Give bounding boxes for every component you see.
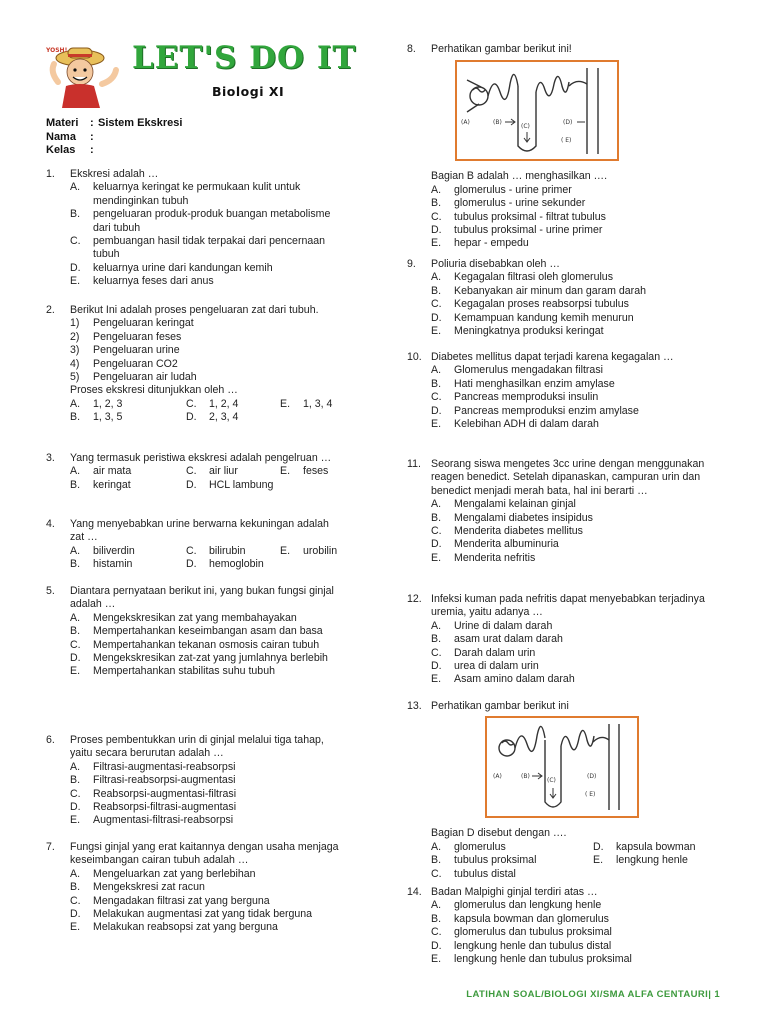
option-letter: B.	[431, 854, 442, 867]
option-row	[407, 868, 717, 881]
page-title: LET'S DO IT	[132, 40, 357, 76]
nephron-diagram	[457, 62, 617, 159]
option-letter: A.	[70, 544, 81, 557]
option-letter: C.	[70, 638, 81, 651]
item-text: Pengeluaran feses	[93, 330, 182, 343]
option-row	[46, 558, 346, 571]
item-text: Pengeluaran keringat	[93, 317, 194, 330]
option	[46, 665, 346, 678]
option-text: lengkung henle dan tubulus distal	[454, 939, 612, 952]
question-text: Poliuria disebabkan oleh …	[431, 258, 560, 270]
meta-row-kelas	[46, 144, 182, 158]
option-letter: A.	[431, 498, 442, 511]
mascot-badge: YOSH!	[46, 47, 68, 54]
option-letter: C.	[186, 465, 197, 478]
option-text: feses	[303, 465, 329, 478]
option-letter: E.	[70, 665, 81, 678]
list-item	[46, 317, 346, 330]
question-number: 12.	[407, 593, 422, 605]
option-text: Mempertahankan tekanan osmosis cairan tubuh	[93, 638, 320, 651]
option	[46, 788, 346, 801]
option-text: keluarnya keringat ke permukaan kulit untuk mendinginkan tubuh	[93, 181, 301, 207]
option	[407, 538, 717, 551]
option	[407, 405, 717, 418]
option	[46, 612, 346, 625]
option-letter: E.	[593, 854, 604, 867]
item-text: Pengeluaran urine	[93, 344, 180, 357]
option	[407, 418, 717, 431]
option-text: pembuangan hasil tidak terpakai dari pencernaan tubuh	[93, 235, 326, 261]
option-letter: D.	[431, 939, 442, 952]
option	[46, 208, 346, 235]
option-row	[46, 465, 346, 478]
option	[407, 211, 717, 224]
option-text: pengeluaran produk-produk buangan metabolisme dari tubuh	[93, 208, 331, 234]
nephron-figure	[485, 716, 639, 818]
question-number: 7.	[46, 841, 55, 853]
question-11	[407, 458, 717, 565]
question-8	[407, 43, 717, 251]
option-letter: C.	[431, 646, 442, 659]
option-text: kapsula bowman	[616, 840, 696, 853]
option	[46, 921, 346, 934]
option	[407, 953, 717, 966]
page-subtitle: Biologi XI	[212, 84, 285, 99]
question-number: 8.	[407, 43, 416, 55]
list-item	[46, 344, 346, 357]
option-text: lengkung henle dan tubulus proksimal	[454, 953, 632, 966]
item-number: 2)	[70, 330, 80, 343]
question-number: 1.	[46, 168, 55, 180]
option-letter: A.	[431, 183, 442, 196]
question-text: Infeksi kuman pada nefritis dapat menyebabkan terjadinya uremia, yaitu adanya …	[431, 593, 705, 619]
option-text: Mengeluarkan zat yang berlebihan	[93, 867, 256, 880]
meta-colon: :	[90, 117, 94, 129]
item-text: Pengeluaran air ludah	[93, 371, 197, 384]
option-letter: C.	[431, 867, 442, 880]
option-text: lengkung henle	[616, 854, 688, 867]
option-text: Mengekskresikan zat yang membahayakan	[93, 611, 297, 624]
option-row	[407, 854, 717, 867]
figure-label-e: ( E)	[561, 137, 572, 145]
option-text: bilirubin	[209, 544, 246, 557]
option-text: 1, 3, 5	[93, 411, 123, 424]
option-text: tubulus proksimal	[454, 854, 537, 867]
question-5	[46, 585, 346, 679]
option-text: Pancreas memproduksi insulin	[454, 391, 599, 404]
option-text: Mempertahankan stabilitas suhu tubuh	[93, 665, 275, 678]
option-letter: E.	[431, 551, 442, 564]
option-letter: B.	[431, 197, 442, 210]
meta-colon: :	[90, 130, 94, 143]
option-text: air liur	[209, 465, 238, 478]
option-letter: A.	[70, 397, 81, 410]
question-4	[46, 518, 346, 572]
option	[46, 761, 346, 774]
option-letter: E.	[70, 275, 81, 288]
figure-label-a: (A)	[493, 773, 502, 781]
page-footer	[466, 989, 720, 1000]
question-number: 2.	[46, 304, 55, 316]
option-text: urea di dalam urin	[454, 660, 539, 673]
option-row	[46, 479, 346, 492]
option-letter: E.	[70, 921, 81, 934]
question-9	[407, 258, 717, 338]
question-number: 10.	[407, 351, 422, 363]
option-letter: D.	[70, 908, 81, 921]
question-number: 11.	[407, 458, 421, 470]
option-letter: B.	[431, 377, 442, 390]
option	[407, 620, 717, 633]
figure-label-d: (D)	[563, 119, 573, 127]
option	[407, 940, 717, 953]
option-letter: A.	[431, 840, 442, 853]
question-2	[46, 304, 346, 425]
option	[407, 673, 717, 686]
option	[407, 378, 717, 391]
option	[407, 237, 717, 250]
question-prompt	[407, 827, 717, 840]
option-text: Melakukan augmentasi zat yang tidak berguna	[93, 908, 313, 921]
option-text: Glomerulus mengadakan filtrasi	[454, 364, 603, 377]
option	[407, 312, 717, 325]
question-number: 13.	[407, 700, 422, 712]
meta-block	[46, 117, 182, 158]
option-text: Urine di dalam darah	[454, 619, 553, 632]
option	[46, 908, 346, 921]
question-number: 3.	[46, 452, 55, 464]
option	[46, 652, 346, 665]
option-text: 1, 2, 3	[93, 397, 123, 410]
option-letter: B.	[70, 478, 81, 491]
option	[46, 262, 346, 275]
option-letter: D.	[70, 801, 81, 814]
option	[46, 235, 346, 262]
option-letter: B.	[70, 558, 81, 571]
option-row	[46, 545, 346, 558]
question-text: Yang menyebabkan urine berwarna kekuningan adalah zat …	[70, 518, 329, 544]
question-text: Perhatikan gambar berikut ini	[431, 700, 569, 712]
option-text: tubulus distal	[454, 867, 516, 880]
option-letter: B.	[70, 208, 81, 221]
option-text: 2, 3, 4	[209, 411, 239, 424]
option-text: Augmentasi-filtrasi-reabsorpsi	[93, 814, 234, 827]
question-text: Diantara pernyataan berikut ini, yang bukan fungsi ginjal adalah …	[70, 585, 334, 611]
option-letter: A.	[431, 364, 442, 377]
option-text: Filtrasi-augmentasi-reabsorpsi	[93, 760, 236, 773]
option-letter: D.	[186, 411, 197, 424]
question-text: Berikut Ini adalah proses pengeluaran zat dari tubuh.	[70, 304, 319, 316]
option-letter: D.	[70, 652, 81, 665]
meta-colon: :	[90, 144, 94, 156]
option-letter: D.	[431, 404, 442, 417]
option	[407, 899, 717, 912]
option-letter: C.	[431, 391, 442, 404]
option	[407, 913, 717, 926]
list-item	[46, 331, 346, 344]
option-text: HCL lambung	[209, 478, 274, 491]
option-text: histamin	[93, 558, 133, 571]
option-text: Menderita diabetes mellitus	[454, 525, 583, 538]
option-letter: B.	[70, 411, 81, 424]
question-13	[407, 700, 717, 881]
question-1	[46, 168, 346, 289]
option-letter: A.	[70, 867, 81, 880]
option-text: Pancreas memproduksi enzim amylase	[454, 404, 639, 417]
figure-label-c: (C)	[547, 777, 556, 785]
option-letter: A.	[70, 760, 81, 773]
option-letter: E.	[70, 814, 81, 827]
option	[407, 525, 717, 538]
option	[46, 801, 346, 814]
option	[407, 224, 717, 237]
option-letter: C.	[186, 544, 197, 557]
option-text: 1, 2, 4	[209, 397, 239, 410]
option-letter: E.	[280, 465, 291, 478]
figure-label-e: ( E)	[585, 791, 596, 799]
figure-label-c: (C)	[521, 123, 530, 131]
option	[46, 275, 346, 288]
option-row	[46, 411, 346, 424]
option-text: hepar - empedu	[454, 237, 529, 250]
option-text: Mengekskresi zat racun	[93, 881, 205, 894]
option-letter: B.	[70, 881, 81, 894]
option	[407, 498, 717, 511]
option-letter: D.	[431, 311, 442, 324]
nephron-figure	[455, 60, 619, 161]
option-letter: D.	[593, 840, 604, 853]
option	[407, 325, 717, 338]
meta-key: Kelas	[46, 144, 76, 156]
list-item	[46, 358, 346, 371]
option-text: Mempertahankan keseimbangan asam dan basa	[93, 625, 323, 638]
option-text: Melakukan reabsopsi zat yang berguna	[93, 921, 278, 934]
option-letter: A.	[431, 619, 442, 632]
list-item	[46, 371, 346, 384]
option-text: Kemampuan kandung kemih menurun	[454, 311, 634, 324]
option-text: Filtrasi-reabsorpsi-augmentasi	[93, 774, 236, 787]
option-letter: D.	[431, 660, 442, 673]
option	[407, 512, 717, 525]
option-text: keringat	[93, 478, 131, 491]
option-text: glomerulus dan lengkung henle	[454, 899, 602, 912]
prompt-text: Bagian D disebut dengan ….	[431, 827, 567, 840]
option-text: Mengadakan filtrasi zat yang berguna	[93, 894, 270, 907]
option-text: Mengalami diabetes insipidus	[454, 511, 593, 524]
meta-value: Sistem Ekskresi	[98, 117, 183, 129]
question-text: Yang termasuk peristiwa ekskresi adalah pengelruan …	[70, 452, 332, 464]
option-text: keluarnya urine dari kandungan kemih	[93, 261, 273, 274]
option-letter: B.	[431, 633, 442, 646]
option-letter: B.	[431, 284, 442, 297]
option-letter: E.	[431, 953, 442, 966]
option-text: kapsula bowman dan glomerulus	[454, 912, 609, 925]
nephron-diagram	[487, 718, 637, 816]
figure-label-d: (D)	[587, 773, 597, 781]
option-letter: D.	[431, 538, 442, 551]
prompt-text: Bagian B adalah … menghasilkan ….	[431, 170, 608, 183]
option-letter: B.	[431, 912, 442, 925]
figure-label-a: (A)	[461, 119, 470, 127]
option-letter: C.	[70, 894, 81, 907]
option	[46, 814, 346, 827]
option	[407, 298, 717, 311]
question-text: Perhatikan gambar berikut ini!	[431, 43, 572, 55]
option-letter: E.	[280, 397, 291, 410]
option-text: keluarnya feses dari anus	[93, 275, 214, 288]
option-text: Darah dalam urin	[454, 646, 536, 659]
option-text: Kegagalan proses reabsorpsi tubulus	[454, 298, 629, 311]
option-letter: E.	[431, 325, 442, 338]
question-number: 4.	[46, 518, 55, 530]
question-number: 6.	[46, 734, 55, 746]
option-letter: C.	[431, 926, 442, 939]
meta-row-materi	[46, 117, 182, 131]
option-letter: E.	[280, 544, 291, 557]
option-letter: D.	[186, 558, 197, 571]
option	[46, 639, 346, 652]
option-letter: C.	[70, 235, 81, 248]
option-letter: D.	[70, 261, 81, 274]
question-text: Badan Malpighi ginjal terdiri atas …	[431, 886, 598, 898]
option-letter: A.	[431, 271, 442, 284]
question-number: 9.	[407, 258, 416, 270]
option-text: Asam amino dalam darah	[454, 673, 575, 686]
question-7	[46, 841, 346, 935]
meta-key: Nama	[46, 130, 76, 143]
question-text: Ekskresi adalah …	[70, 168, 159, 180]
option	[407, 660, 717, 673]
question-text: Seorang siswa mengetes 3cc urine dengan menggunakan reagen benedict. Setelah dipanaskan, campuran urin dan benedict menjadi merah bata, hal ini berarti …	[431, 458, 705, 497]
option	[46, 895, 346, 908]
option-text: tubulus proksimal - urine primer	[454, 224, 603, 237]
question-3	[46, 452, 346, 492]
option-text: Kelebihan ADH di dalam darah	[454, 418, 599, 431]
question-text: Proses pembentukkan urin di ginjal melalui tiga tahap, yaitu secara berurutan adalah …	[70, 734, 324, 760]
option-text: tubulus proksimal - filtrat tubulus	[454, 210, 606, 223]
option	[407, 184, 717, 197]
option-letter: C.	[431, 298, 442, 311]
option-letter: E.	[431, 418, 442, 431]
option-text: air mata	[93, 465, 132, 478]
option	[407, 926, 717, 939]
item-number: 5)	[70, 371, 80, 384]
item-number: 3)	[70, 344, 80, 357]
option-row	[407, 841, 717, 854]
figure-label-b: (B)	[493, 119, 502, 127]
option-text: Kebanyakan air minum dan garam darah	[454, 284, 646, 297]
question-number: 5.	[46, 585, 55, 597]
question-number: 14.	[407, 886, 422, 898]
option-letter: C.	[431, 210, 442, 223]
question-prompt	[407, 170, 717, 183]
option-text: glomerulus - urine sekunder	[454, 197, 586, 210]
item-text: Pengeluaran CO2	[93, 357, 178, 370]
option-letter: C.	[70, 787, 81, 800]
option	[407, 552, 717, 565]
option	[46, 881, 346, 894]
option-text: Kegagalan filtrasi oleh glomerulus	[454, 271, 613, 284]
option-letter: E.	[431, 673, 442, 686]
meta-row-nama	[46, 131, 182, 145]
option-text: Meningkatnya produksi keringat	[454, 325, 604, 338]
option-text: biliverdin	[93, 544, 135, 557]
option-letter: B.	[70, 625, 81, 638]
option	[407, 391, 717, 404]
option	[407, 633, 717, 646]
option-text: 1, 3, 4	[303, 397, 333, 410]
option-text: glomerulus dan tubulus proksimal	[454, 926, 612, 939]
option	[407, 285, 717, 298]
option	[46, 868, 346, 881]
item-number: 1)	[70, 317, 80, 330]
option-text: glomerulus - urine primer	[454, 183, 572, 196]
option-letter: B.	[431, 511, 442, 524]
option-text: glomerulus	[454, 840, 506, 853]
option	[407, 271, 717, 284]
option	[46, 774, 346, 787]
option-letter: A.	[70, 465, 81, 478]
option-letter: D.	[431, 224, 442, 237]
option-letter: C.	[431, 525, 442, 538]
question-12	[407, 593, 717, 687]
option-text: hemoglobin	[209, 558, 264, 571]
meta-key: Materi	[46, 117, 79, 129]
option-letter: A.	[70, 611, 81, 624]
option-letter: E.	[431, 237, 442, 250]
option-text: Hati menghasilkan enzim amylase	[454, 377, 615, 390]
option-row	[46, 398, 346, 411]
question-10	[407, 351, 717, 431]
question-text: Fungsi ginjal yang erat kaitannya dengan usaha menjaga keseimbangan cairan tubuh adalah …	[70, 841, 339, 867]
option	[46, 181, 346, 208]
option-text: Mengekskresikan zat-zat yang jumlahnya berlebih	[93, 652, 328, 665]
option	[46, 625, 346, 638]
option-text: Reabsorpsi-filtrasi-augmentasi	[93, 801, 237, 814]
page-number: 1	[714, 989, 720, 1000]
footer-text: LATIHAN SOAL/BIOLOGI XI/SMA ALFA CENTAURI|	[466, 989, 712, 1000]
option	[407, 364, 717, 377]
figure-label-b: (B)	[521, 773, 530, 781]
option-text: Mengalami kelainan ginjal	[454, 498, 576, 511]
option-letter: A.	[70, 181, 81, 194]
question-prompt: Proses ekskresi ditunjukkan oleh …	[70, 384, 238, 397]
option-text: asam urat dalam darah	[454, 633, 563, 646]
option-text: Menderita nefritis	[454, 551, 536, 564]
option-text: urobilin	[303, 544, 338, 557]
question-6	[46, 734, 346, 828]
option-letter: D.	[186, 478, 197, 491]
option-text: Menderita albuminuria	[454, 538, 559, 551]
option-letter: C.	[186, 397, 197, 410]
option-text: Reabsorpsi-augmentasi-filtrasi	[93, 787, 237, 800]
option-letter: B.	[70, 774, 81, 787]
question-14	[407, 886, 717, 966]
option	[407, 197, 717, 210]
mascot-image	[44, 42, 124, 108]
question-text: Diabetes mellitus dapat terjadi karena kegagalan …	[431, 351, 674, 363]
item-number: 4)	[70, 357, 80, 370]
option	[407, 647, 717, 660]
option-letter: A.	[431, 899, 442, 912]
